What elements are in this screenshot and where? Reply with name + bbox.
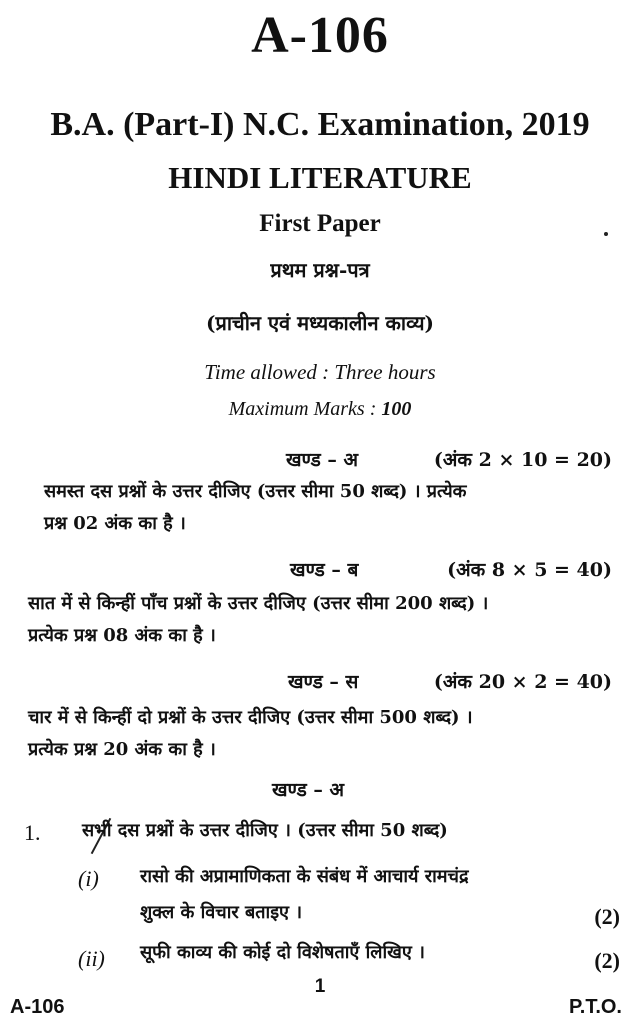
instruction-line: सात में से किन्हीं पाँच प्रश्नों के उत्तर दीजिए (उत्तर सीमा 200 शब्द) । (28, 593, 489, 614)
instruction-line: प्रत्येक प्रश्न 08 अंक का है । (28, 625, 216, 646)
section-a-instructions (44, 476, 624, 540)
instruction-line: प्रश्न 02 अंक का है । (44, 513, 186, 534)
exam-title: B.A. (Part-I) N.C. Examination, 2019 (50, 106, 590, 143)
maximum-marks (0, 398, 640, 421)
subquestion-number: (ii) (78, 946, 105, 971)
section-a-header (0, 446, 640, 476)
section-title: खण्ड – स (288, 671, 359, 693)
subquestion-text: रासो की अप्रामाणिकता के संबंध में आचार्य रामचंद्र (140, 866, 469, 887)
instruction-line: प्रत्येक प्रश्न 20 अंक का है । (28, 739, 216, 760)
footer-code: A-106 (10, 996, 65, 1018)
subquestion-marks: (2) (594, 948, 620, 973)
subquestion-marks: (2) (594, 904, 620, 929)
instruction-line: चार में से किन्हीं दो प्रश्नों के उत्तर दीजिए (उत्तर सीमा 500 शब्द) । (28, 707, 473, 728)
paper-hindi: प्रथम प्रश्न-पत्र (270, 258, 370, 282)
section-marks: (अंक 8 × 5 = 40) (447, 559, 612, 581)
section-marks: (अंक 2 × 10 = 20) (433, 449, 612, 471)
part-a-header (0, 776, 640, 806)
section-title: खण्ड – अ (286, 449, 358, 471)
subquestion-text: शुक्ल के विचार बताइए । (140, 902, 303, 923)
stray-dot (604, 232, 608, 236)
time-allowed: Time allowed : Three hours (204, 360, 436, 384)
subject-title: HINDI LITERATURE (168, 160, 472, 195)
question-number: 1. (24, 820, 41, 845)
paper-english: First Paper (259, 210, 381, 237)
section-c-header (0, 668, 640, 698)
question-intro: सभी दस प्रश्नों के उत्तर दीजिए । (उत्तर सीमा 50 शब्द) (82, 820, 448, 841)
section-marks: (अंक 20 × 2 = 40) (433, 671, 612, 693)
marks-value: 100 (381, 398, 412, 420)
section-b-instructions (28, 588, 624, 652)
footer-pto: P.T.O. (569, 996, 622, 1018)
part-a-title: खण्ड – अ (272, 779, 344, 801)
section-b-header (0, 556, 640, 586)
marks-label: Maximum Marks : (228, 398, 382, 420)
page-number: 1 (314, 976, 326, 997)
subquestion-text: सूफी काव्य की कोई दो विशेषताएँ लिखिए । (140, 942, 425, 963)
paper-subtitle: (प्राचीन एवं मध्यकालीन काव्य) (206, 311, 434, 335)
subquestion-number: (i) (78, 866, 99, 891)
instruction-line: समस्त दस प्रश्नों के उत्तर दीजिए (उत्तर सीमा 50 शब्द) । प्रत्येक (44, 481, 467, 502)
section-title: खण्ड – ब (290, 559, 359, 581)
section-c-instructions (28, 702, 624, 766)
paper-code: A-106 (251, 7, 389, 64)
